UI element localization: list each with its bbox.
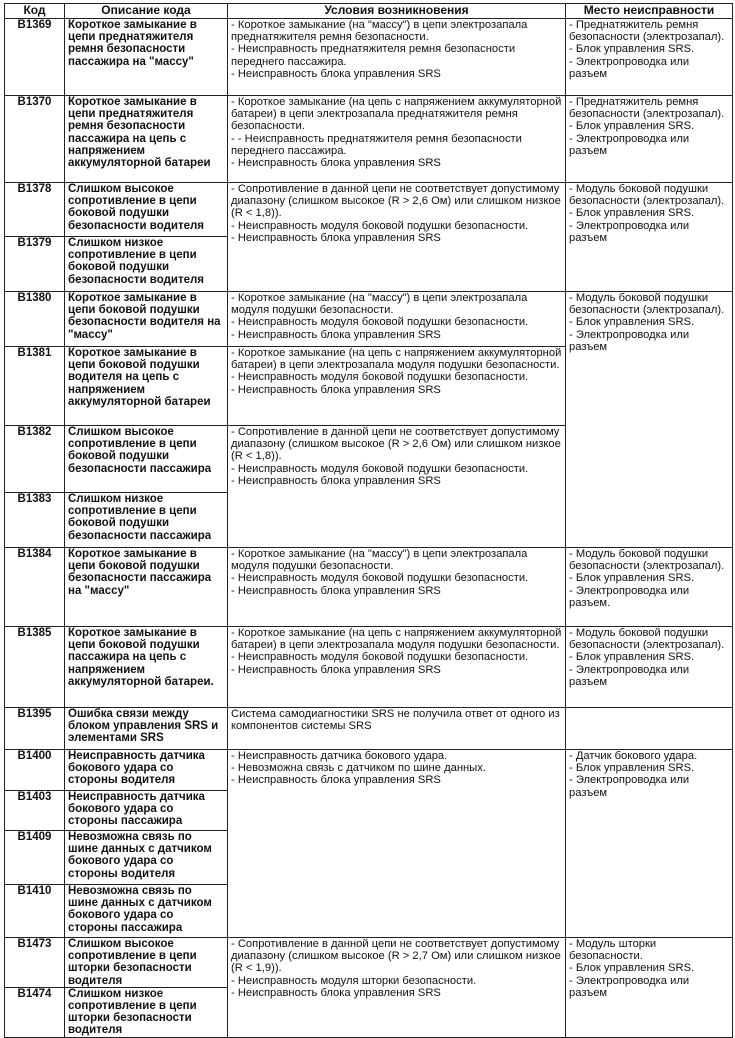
code-cell: B1382 <box>5 426 65 493</box>
description-cell: Короткое замыкание в цепи боковой подушки пассажира на цепь с напряжением аккумуляторной батареи. <box>65 627 228 708</box>
condition-line: - Неисправность блока управления SRS <box>231 663 441 676</box>
location-line: - Блок управления SRS. <box>569 120 695 133</box>
table-row <box>5 19 733 96</box>
code-cell: B1474 <box>5 987 65 1037</box>
conditions-cell <box>228 548 566 627</box>
condition-line: - Короткое замыкание (на цепь с напряжением аккумуляторной батареи) в цепи электрозапала преднатяжителя ремня безопасности. <box>231 96 562 133</box>
dtc-table <box>4 3 733 1038</box>
location-line: - Блок управления SRS. <box>569 572 695 585</box>
location-cell <box>566 548 733 627</box>
table-row <box>5 750 733 791</box>
location-line: - Модуль боковой подушки безопасности (электрозапал). <box>569 548 725 573</box>
condition-line: - Короткое замыкание (на цепь с напряжением аккумуляторной батареи) в цепи электрозапала модуля подушки безопасности. <box>231 347 562 372</box>
condition-line: - Неисправность модуля боковой подушки безопасности. <box>231 316 529 329</box>
description-cell: Неисправность датчика бокового удара со стороны водителя <box>65 750 228 791</box>
location-line: - Электропроводка или разъем <box>569 132 690 157</box>
condition-line: - - Неисправность преднатяжителя ремня безопасности переднего пассажира. <box>231 132 522 157</box>
condition-line: - Неисправность блока управления SRS <box>231 67 441 80</box>
location-line: - Модуль боковой подушки безопасности (электрозапал). <box>569 292 725 317</box>
code-cell: B1385 <box>5 627 65 708</box>
code-cell: B1400 <box>5 750 65 791</box>
description-cell: Невозможна связь по шине данных с датчиком бокового удара со стороны водителя <box>65 831 228 885</box>
location-cell <box>566 96 733 183</box>
conditions-cell <box>228 750 566 938</box>
location-cell <box>566 19 733 96</box>
table-row <box>5 548 733 627</box>
condition-line: - Неисправность модуля боковой подушки безопасности. <box>231 219 529 232</box>
header-description: Описание кода <box>65 4 228 19</box>
condition-line: - Короткое замыкание (на "массу") в цепи электрозапала преднатяжителя ремня безопасности. <box>231 19 528 44</box>
location-cell <box>566 292 733 548</box>
description-cell: Неисправность датчика бокового удара со стороны пассажира <box>65 791 228 831</box>
code-cell: B1378 <box>5 183 65 237</box>
location-line: - Электропроводка или разъем. <box>569 584 690 609</box>
location-line: - Блок управления SRS. <box>569 43 695 56</box>
description-cell: Слишком низкое сопротивление в цепи боковой подушки безопасности водителя <box>65 237 228 292</box>
location-line: - Модуль шторки безопасности. <box>569 938 657 963</box>
location-line: - Электропроводка или разъем <box>569 663 690 688</box>
description-cell: Слишком высокое сопротивление в цепи боковой подушки безопасности пассажира <box>65 426 228 493</box>
conditions-cell <box>228 183 566 292</box>
condition-line: - Неисправность блока управления SRS <box>231 986 441 999</box>
location-line: - Блок управления SRS. <box>569 316 695 329</box>
header-row <box>5 4 733 19</box>
condition-line: - Сопротивление в данной цепи не соответствует допустимому диапазону (слишком высокое (R > 2,6 Ом) или слишком низкое (R < 1,8)). <box>231 426 561 463</box>
code-cell: B1409 <box>5 831 65 885</box>
code-cell: B1410 <box>5 885 65 938</box>
condition-line: - Неисправность блока управления SRS <box>231 328 441 341</box>
condition-line: - Неисправность модуля боковой подушки безопасности. <box>231 462 529 475</box>
code-cell: B1473 <box>5 938 65 988</box>
description-cell: Короткое замыкание в цепи преднатяжителя ремня безопасности пассажира на "массу" <box>65 19 228 96</box>
description-cell: Слишком высокое сопротивление в цепи боковой подушки безопасности водителя <box>65 183 228 237</box>
header-location: Место неисправности <box>566 4 733 19</box>
conditions-cell <box>228 708 566 750</box>
header-code: Код <box>5 4 65 19</box>
location-line: - Электропроводка или разъем <box>569 974 690 999</box>
code-cell: B1369 <box>5 19 65 96</box>
condition-line: - Неисправность модуля шторки безопасности. <box>231 974 477 987</box>
condition-line: - Неисправность модуля боковой подушки безопасности. <box>231 651 529 664</box>
table-row <box>5 708 733 750</box>
code-cell: B1403 <box>5 791 65 831</box>
condition-line: - Неисправность преднатяжителя ремня безопасности переднего пассажира. <box>231 43 516 68</box>
conditions-cell <box>228 347 566 426</box>
location-line: - Блок управления SRS. <box>569 962 695 975</box>
code-cell: B1381 <box>5 347 65 426</box>
condition-line: Система самодиагностики SRS не получила ответ от одного из компонентов системы SRS <box>231 708 560 733</box>
conditions-cell <box>228 96 566 183</box>
table-row <box>5 938 733 988</box>
conditions-cell <box>228 426 566 548</box>
description-cell: Слишком низкое сопротивление в цепи боковой подушки безопасности пассажира <box>65 493 228 548</box>
location-line: - Преднатяжитель ремня безопасности (электрозапал). <box>569 96 725 121</box>
code-cell: B1384 <box>5 548 65 627</box>
code-cell: B1370 <box>5 96 65 183</box>
description-cell: Ошибка связи между блоком управления SRS и элементами SRS <box>65 708 228 750</box>
location-line: - Электропроводка или разъем <box>569 219 690 244</box>
condition-line: - Сопротивление в данной цепи не соответствует допустимому диапазону (слишком высокое (R > 2,7 Ом) или слишком низкое (R < 1,9)). <box>231 938 561 975</box>
condition-line: - Короткое замыкание (на "массу") в цепи электрозапала модуля подушки безопасности. <box>231 548 528 573</box>
condition-line: - Неисправность блока управления SRS <box>231 383 441 396</box>
conditions-cell <box>228 627 566 708</box>
location-line: - Блок управления SRS. <box>569 762 695 775</box>
header-conditions: Условия возникновения <box>228 4 566 19</box>
conditions-cell <box>228 938 566 1038</box>
condition-line: - Короткое замыкание (на цепь с напряжением аккумуляторной батареи) в цепи электрозапала модуля подушки безопасности. <box>231 627 562 652</box>
table-row <box>5 292 733 347</box>
location-line: - Преднатяжитель ремня безопасности (электрозапал). <box>569 19 725 44</box>
location-cell <box>566 708 733 750</box>
condition-line: - Короткое замыкание (на "массу") в цепи электрозапала модуля подушки безопасности. <box>231 292 528 317</box>
condition-line: - Сопротивление в данной цепи не соответствует допустимому диапазону (слишком высокое (R > 2,6 Ом) или слишком низкое (R < 1,8)). <box>231 183 561 220</box>
condition-line: - Неисправность блока управления SRS <box>231 231 441 244</box>
condition-line: - Неисправность модуля боковой подушки безопасности. <box>231 572 529 585</box>
condition-line: - Неисправность модуля боковой подушки безопасности. <box>231 371 529 384</box>
location-line: - Электропроводка или разъем <box>569 328 690 353</box>
location-cell <box>566 750 733 938</box>
location-line: - Электропроводка или разъем <box>569 774 690 799</box>
code-cell: B1383 <box>5 493 65 548</box>
condition-line: - Неисправность блока управления SRS <box>231 157 441 170</box>
table-row <box>5 627 733 708</box>
location-line: - Датчик бокового удара. <box>569 750 698 762</box>
location-line: - Блок управления SRS. <box>569 651 695 664</box>
location-cell <box>566 938 733 1038</box>
description-cell: Слишком высокое сопротивление в цепи шторки безопасности водителя <box>65 938 228 988</box>
condition-line: - Невозможна связь с датчиком по шине данных. <box>231 762 486 775</box>
location-line: - Модуль боковой подушки безопасности (электрозапал). <box>569 627 725 652</box>
location-line: - Блок управления SRS. <box>569 207 695 220</box>
location-line: - Электропроводка или разъем <box>569 55 690 80</box>
location-line: - Модуль боковой подушки безопасности (электрозапал). <box>569 183 725 208</box>
description-cell: Короткое замыкание в цепи боковой подушки безопасности водителя на "массу" <box>65 292 228 347</box>
conditions-cell <box>228 292 566 347</box>
code-cell: B1395 <box>5 708 65 750</box>
code-cell: B1380 <box>5 292 65 347</box>
description-cell: Короткое замыкание в цепи преднатяжителя ремня безопасности пассажира на цепь с напряжением аккумуляторной батареи <box>65 96 228 183</box>
description-cell: Короткое замыкание в цепи боковой подушки водителя на цепь с напряжением аккумуляторной батареи <box>65 347 228 426</box>
conditions-cell <box>228 19 566 96</box>
description-cell: Короткое замыкание в цепи боковой подушки безопасности пассажира на "массу" <box>65 548 228 627</box>
code-cell: B1379 <box>5 237 65 292</box>
description-cell: Невозможна связь по шине данных с датчиком бокового удара со стороны пассажира <box>65 885 228 938</box>
condition-line: - Неисправность датчика бокового удара. <box>231 750 448 762</box>
table-row <box>5 183 733 237</box>
table-row <box>5 96 733 183</box>
condition-line: - Неисправность блока управления SRS <box>231 474 441 487</box>
condition-line: - Неисправность блока управления SRS <box>231 774 441 787</box>
condition-line: - Неисправность блока управления SRS <box>231 584 441 597</box>
location-cell <box>566 183 733 292</box>
description-cell: Слишком низкое сопротивление в цепи шторки безопасности водителя <box>65 987 228 1037</box>
location-cell <box>566 627 733 708</box>
